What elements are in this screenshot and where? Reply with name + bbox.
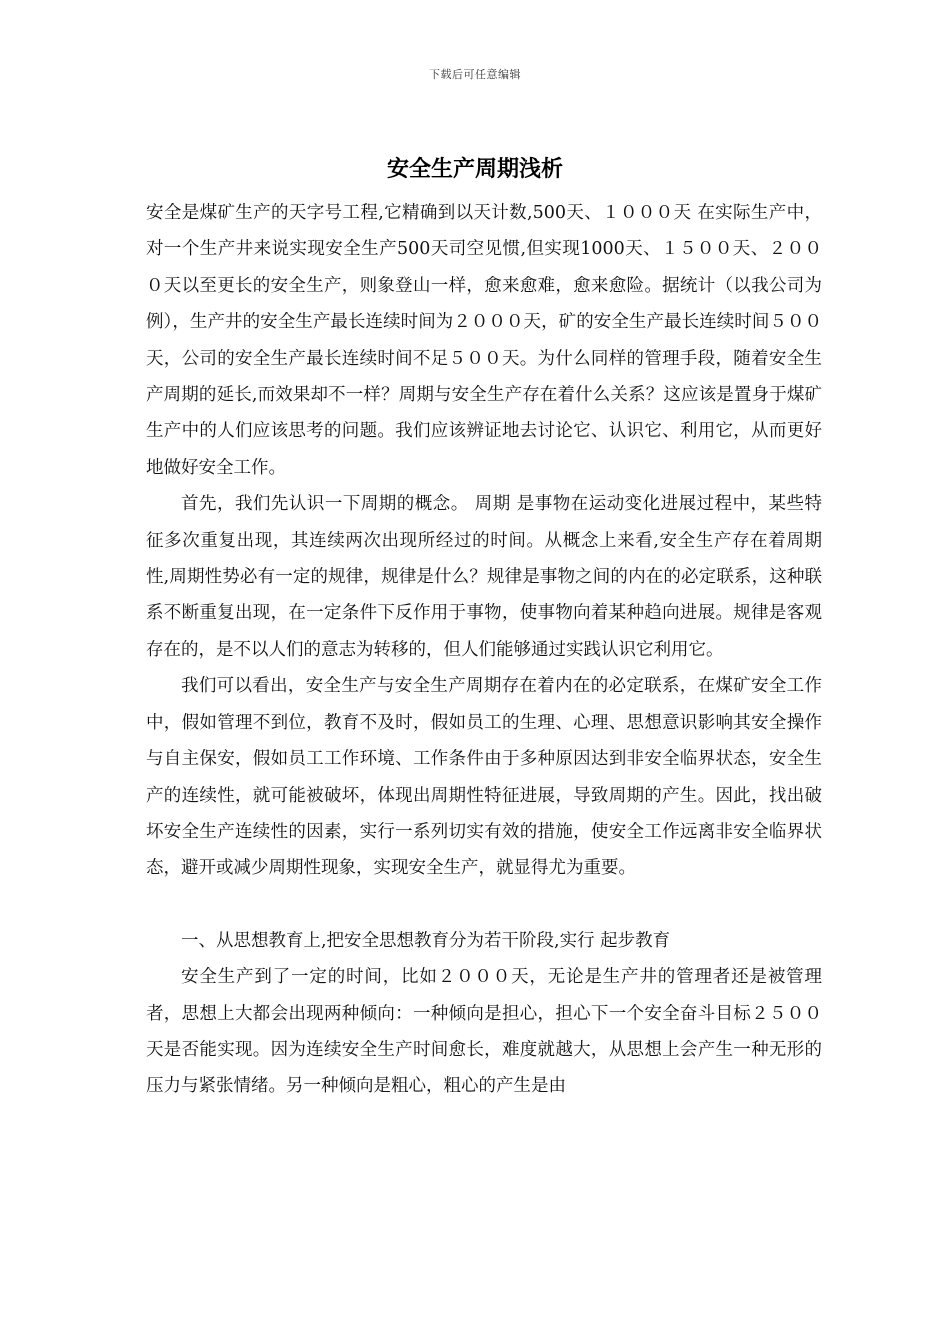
paragraph-spacer (146, 887, 822, 923)
paragraph-cycle-concept: 首先，我们先认识一下周期的概念。 周期 是事物在运动变化进展过程中，某些特征多次重复出现，其连续两次出现所经过的时间。从概念上来看,安全生产存在着周期性,周期性势必有一定的规律，规律是什么？规律是事物之间的内在的必定联系，这种联系不断重复出现，在一定条件下反作用于事物，使事物向着某种趋向进展。规律是客观存在的，是不以人们的意志为转移的，但人们能够通过实践认识它利用它。 (146, 494, 822, 660)
paragraph-relationship: 我们可以看出，安全生产与安全生产周期存在着内在的必定联系，在煤矿安全工作中，假如管理不到位，教育不及时，假如员工的生理、心理、思想意识影响其安全操作与自主保安，假如员工工作环境、工作条件由于多种原因达到非安全临界状态，安全生产的连续性，就可能被破坏，体现出周期性特征进展，导致周期的产生。因此，找出破坏安全生产连续性的因素，实行一系列切实有效的措施，使安全工作远离非安全临界状态，避开或减少周期性现象，实现安全生产，就显得尤为重要。 (146, 676, 822, 879)
document-title: 安全生产周期浅析 (386, 156, 563, 182)
header-note: 下载后可任意编辑 (429, 68, 521, 81)
paragraph-intro: 安全是煤矿生产的天字号工程,它精确到以天计数,500天、１０００天 在实际生产中，对一个生产井来说实现安全生产500天司空见惯,但实现1000天、１５００天、２０００天以至更长的安全生产，则象登山一样，愈来愈难，愈来愈险。据统计（以我公司为例），生产井的安全生产最长连续时间为２０００天，矿的安全生产最长连续时间５００天，公司的安全生产最长连续时间不足５００天。为什么同样的管理手段，随着安全生产周期的延长,而效果却不一样？周期与安全生产存在着什么关系？这应该是置身于煤矿生产中的人们应该思考的问题。我们应该辨证地去讨论它、认识它、利用它，从而更好地做好安全工作。 (146, 203, 822, 478)
document-body (146, 195, 822, 1105)
section-heading-1: 一、从思想教育上,把安全思想教育分为若干阶段,实行 起步教育 (181, 930, 671, 951)
paragraph-section-1: 安全生产到了一定的时间，比如２０００天，无论是生产井的管理者还是被管理者，思想上大都会出现两种倾向：一种倾向是担心，担心下一个安全奋斗目标２５００天是否能实现。因为连续安全生产时间愈长，难度就越大，从思想上会产生一种无形的压力与紧张情绪。另一种倾向是粗心，粗心的产生是由 (146, 967, 822, 1097)
